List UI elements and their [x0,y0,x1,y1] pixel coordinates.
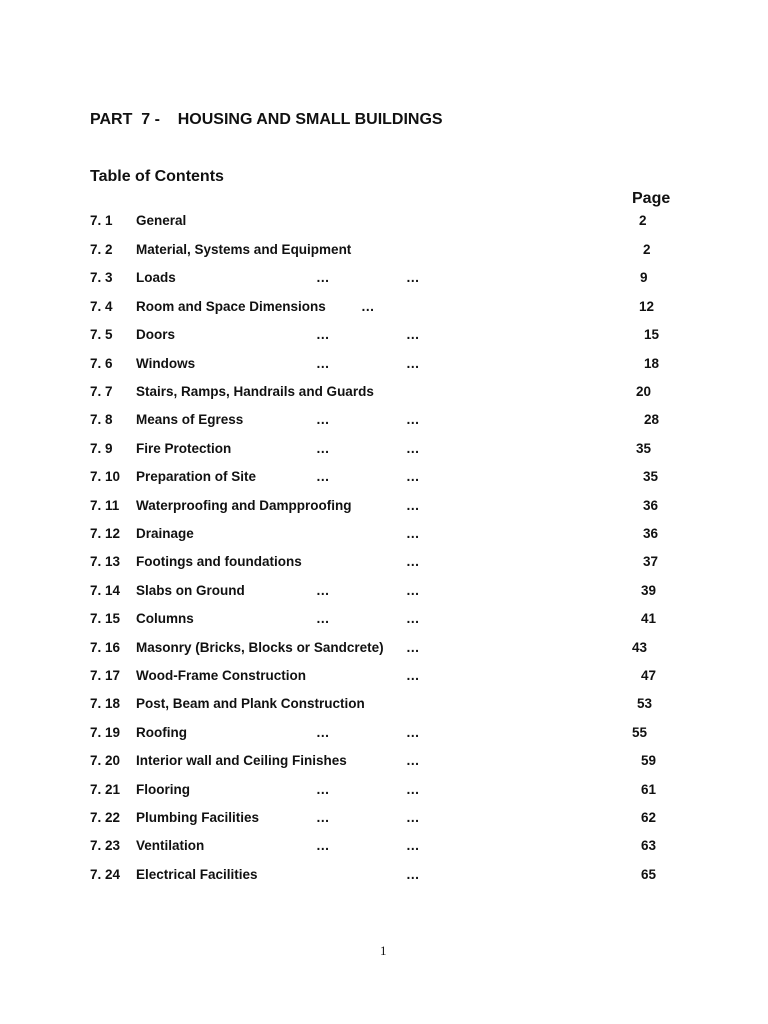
toc-entry [0,441,768,461]
toc-entry-page: 65 [641,867,657,882]
toc-entry-title: General [136,213,187,228]
toc-entry-title: Preparation of Site [136,469,257,484]
toc-leader-dots: … [406,782,421,797]
toc-entry-number: 7. 24 [90,867,121,882]
toc-leader-dots: … [361,299,376,314]
toc-entry-title: Means of Egress [136,412,244,427]
toc-entry-page: 9 [640,270,648,285]
toc-entry-number: 7. 19 [90,725,121,740]
toc-entry-number: 7. 11 [90,498,120,513]
toc-leader-dots: … [406,270,421,285]
toc-entry-number: 7. 3 [90,270,113,285]
toc-entry-page: 41 [641,611,657,626]
toc-entry-page: 28 [644,412,660,427]
toc-entry-page: 37 [643,554,659,569]
toc-entry [0,810,768,830]
toc-leader-dots: … [406,668,421,683]
toc-entry [0,498,768,518]
toc-leader-dots: … [406,640,421,655]
toc-leader-dots: … [406,412,421,427]
toc-entry-title: Doors [136,327,176,342]
toc-entry [0,469,768,489]
toc-entry [0,384,768,404]
toc-leader-dots: … [406,867,421,882]
toc-entry-page: 12 [639,299,655,314]
toc-entry-page: 62 [641,810,657,825]
toc-leader-dots: … [406,441,421,456]
toc-entry [0,554,768,574]
toc-entry [0,668,768,688]
toc-leader-dots: … [406,753,421,768]
toc-entry-page: 2 [639,213,647,228]
toc-entry-number: 7. 14 [90,583,121,598]
toc-entry-number: 7. 5 [90,327,113,342]
toc-leader-dots: … [316,611,331,626]
toc-entry [0,412,768,432]
toc-leader-dots: … [406,725,421,740]
toc-entry-title: Interior wall and Ceiling Finishes [136,753,347,768]
toc-entry-number: 7. 16 [90,640,121,655]
toc-entry [0,242,768,262]
toc-entry-number: 7. 18 [90,696,121,711]
toc-entry-page: 61 [641,782,657,797]
toc-entry [0,725,768,745]
toc-leader-dots: … [406,526,421,541]
toc-leader-dots: … [316,412,331,427]
toc-leader-dots: … [406,327,421,342]
toc-entry-number: 7. 9 [90,441,113,456]
toc-entry-title: Masonry (Bricks, Blocks or Sandcrete) [136,640,384,655]
footer-page-number: 1 [380,943,387,958]
toc-entry-page: 36 [643,526,659,541]
toc-entry-number: 7. 7 [90,384,113,399]
toc-entry-title: Flooring [136,782,190,797]
toc-entry [0,327,768,347]
toc-entry-page: 63 [641,838,657,853]
toc-entry-title: Plumbing Facilities [136,810,260,825]
toc-entry-title: Windows [136,356,196,371]
toc-leader-dots: … [316,469,331,484]
toc-leader-dots: … [316,327,331,342]
toc-entry-number: 7. 12 [90,526,121,541]
toc-entry-title: Loads [136,270,176,285]
toc-entry-page: 36 [643,498,659,513]
toc-entry-page: 20 [636,384,652,399]
toc-entry-page: 2 [643,242,651,257]
toc-entry-number: 7. 17 [90,668,121,683]
toc-entry-page: 35 [636,441,652,456]
toc-entry-number: 7. 8 [90,412,113,427]
toc-leader-dots: … [406,583,421,598]
toc-leader-dots: … [406,469,421,484]
toc-leader-dots: … [316,583,331,598]
toc-entry [0,753,768,773]
toc-entry [0,270,768,290]
toc-entry [0,299,768,319]
toc-entry-title: Footings and foundations [136,554,302,569]
toc-entry-page: 35 [643,469,659,484]
toc-leader-dots: … [316,725,331,740]
toc-entry [0,838,768,858]
toc-entry-page: 43 [632,640,648,655]
toc-entry-title: Columns [136,611,194,626]
toc-leader-dots: … [406,356,421,371]
toc-entry-number: 7. 1 [90,213,113,228]
toc-leader-dots: … [316,270,331,285]
toc-entry-title: Fire Protection [136,441,232,456]
toc-entry-number: 7. 2 [90,242,113,257]
toc-leader-dots: … [406,611,421,626]
toc-entry-number: 7. 4 [90,299,113,314]
toc-entry [0,611,768,631]
toc-entry-number: 7. 10 [90,469,121,484]
toc-leader-dots: … [406,810,421,825]
toc-entry [0,356,768,376]
toc-entry-title: Wood-Frame Construction [136,668,306,683]
toc-entry-title: Post, Beam and Plank Construction [136,696,365,711]
toc-entry-page: 53 [637,696,653,711]
toc-entry [0,867,768,887]
page-column-header: Page [632,190,671,207]
toc-leader-dots: … [406,498,421,513]
toc-entry-title: Electrical Facilities [136,867,258,882]
toc-entry-number: 7. 20 [90,753,121,768]
toc-leader-dots: … [316,782,331,797]
toc-entry-page: 15 [644,327,660,342]
toc-entry [0,696,768,716]
toc-entry-number: 7. 21 [90,782,121,797]
toc-entry [0,213,768,233]
toc-heading: Table of Contents [90,168,224,185]
toc-entry [0,583,768,603]
toc-entry-title: Slabs on Ground [136,583,245,598]
toc-entry-title: Ventilation [136,838,205,853]
toc-entry-page: 47 [641,668,657,683]
toc-entry-number: 7. 23 [90,838,121,853]
toc-entry-title: Drainage [136,526,194,541]
toc-entry-number: 7. 6 [90,356,113,371]
toc-entry [0,640,768,660]
toc-entry-title: Roofing [136,725,187,740]
toc-leader-dots: … [316,838,331,853]
toc-entry-title: Room and Space Dimensions [136,299,326,314]
toc-entry-page: 59 [641,753,657,768]
toc-leader-dots: … [406,838,421,853]
toc-entry [0,782,768,802]
toc-entry-page: 39 [641,583,657,598]
toc-entry-number: 7. 13 [90,554,121,569]
document-title: PART 7 - HOUSING AND SMALL BUILDINGS [90,111,443,128]
toc-entry-title: Waterproofing and Dampproofing [136,498,352,513]
toc-entry [0,526,768,546]
toc-entry-title: Material, Systems and Equipment [136,242,352,257]
toc-leader-dots: … [316,810,331,825]
toc-leader-dots: … [316,356,331,371]
toc-entry-page: 18 [644,356,660,371]
toc-entry-page: 55 [632,725,648,740]
toc-entry-title: Stairs, Ramps, Handrails and Guards [136,384,374,399]
toc-entry-number: 7. 22 [90,810,121,825]
toc-leader-dots: … [316,441,331,456]
toc-entry-number: 7. 15 [90,611,121,626]
toc-leader-dots: … [406,554,421,569]
